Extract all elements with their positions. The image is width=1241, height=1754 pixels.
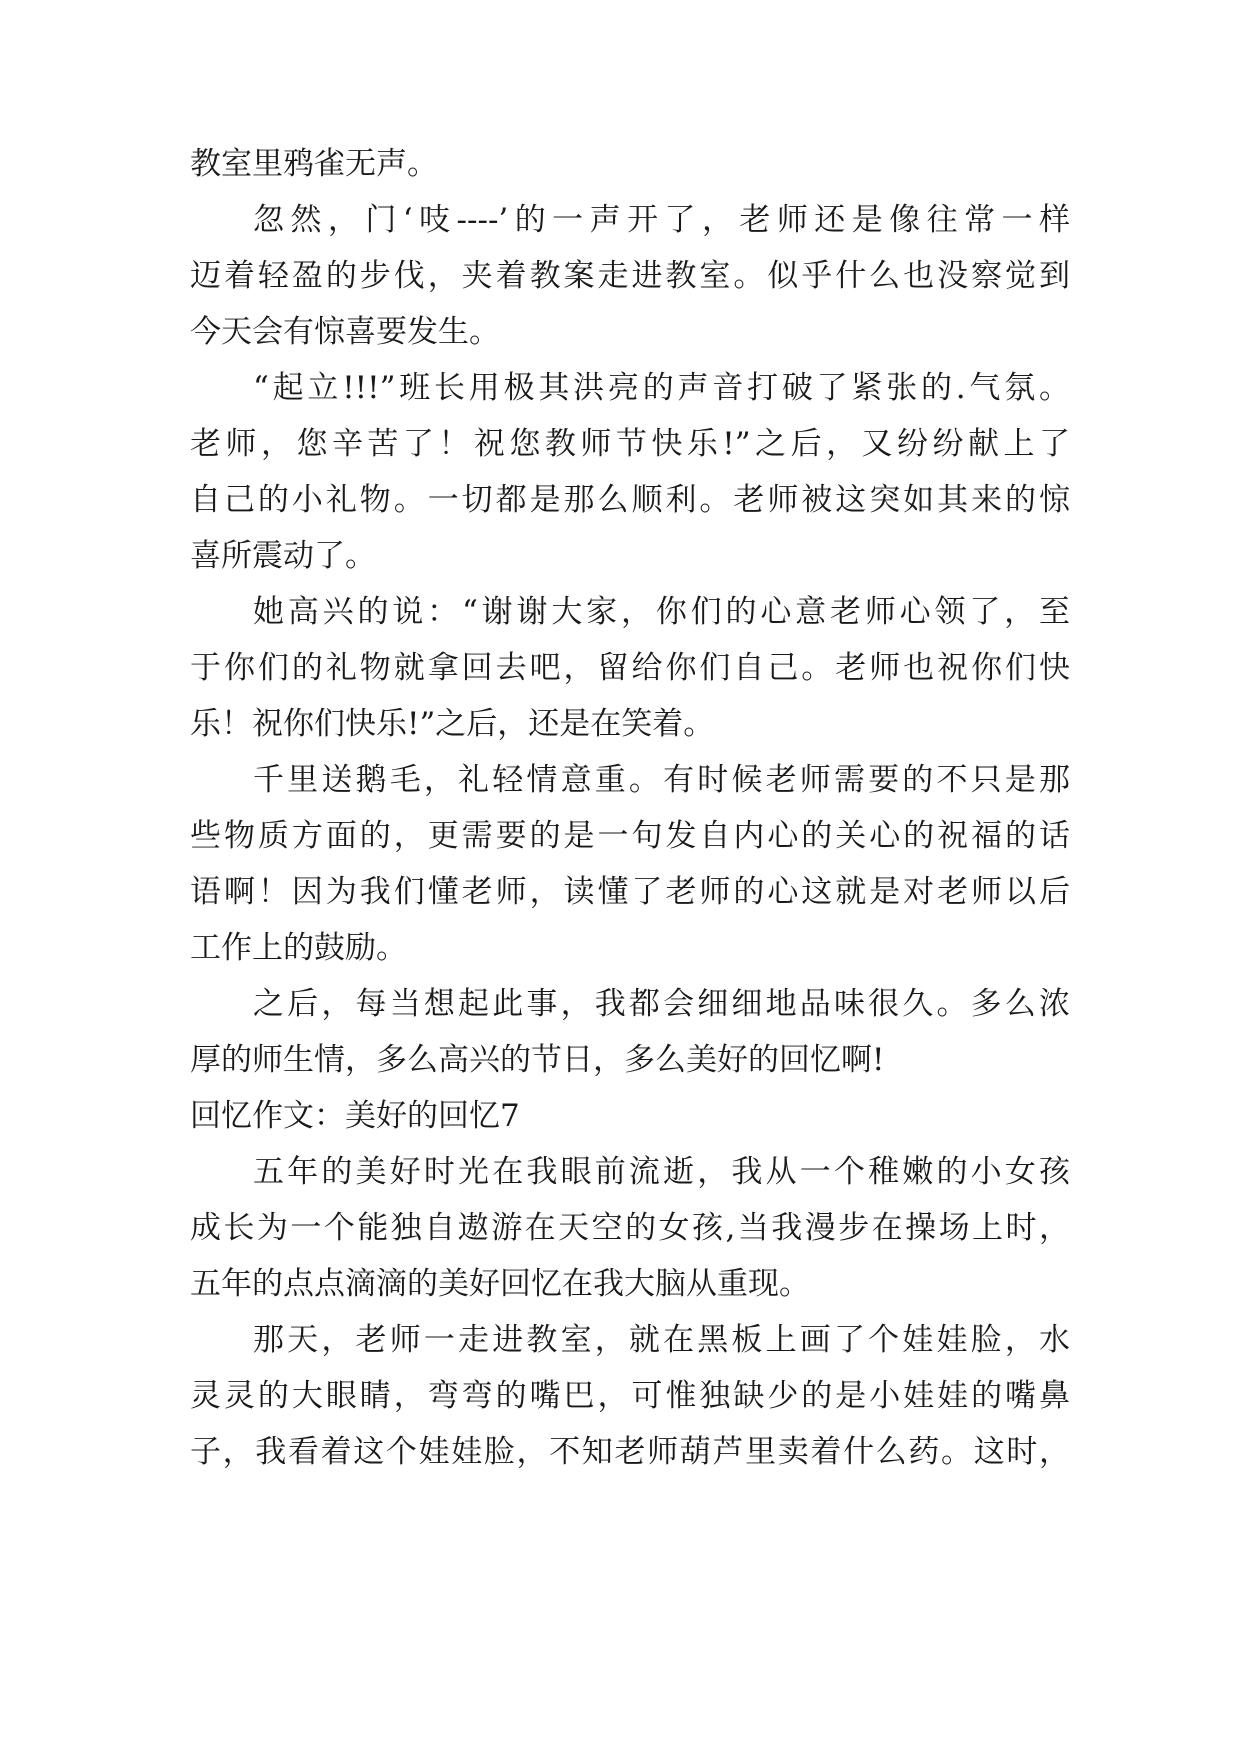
text-line: 成长为一个能独自遨游在天空的女孩,当我漫步在操场上时， [190, 1210, 1070, 1246]
text-line: 教室里鸦雀无声。 [190, 146, 438, 182]
text-line: 千里送鹅毛，礼轻情意重。有时候老师需要的不只是那 [253, 762, 1070, 798]
text-line: “起立!!!”班长用极其洪亮的声音打破了紧张的.气氛。 [253, 370, 1070, 406]
text-line: 之后，每当想起此事，我都会细细地品味很久。多么浓 [253, 986, 1070, 1022]
text-line: 于你们的礼物就拿回去吧，留给你们自己。老师也祝你们快 [190, 650, 1070, 686]
text-line: 灵灵的大眼睛，弯弯的嘴巴，可惟独缺少的是小娃娃的嘴鼻 [190, 1378, 1070, 1414]
text-line: 迈着轻盈的步伐，夹着教案走进教室。似乎什么也没察觉到 [190, 258, 1070, 294]
text-line: 语啊！因为我们懂老师，读懂了老师的心这就是对老师以后 [190, 874, 1070, 910]
text-line: 她高兴的说：“谢谢大家，你们的心意老师心领了，至 [253, 594, 1070, 630]
text-line: 今天会有惊喜要发生。 [190, 314, 500, 350]
text-line: 厚的师生情，多么高兴的节日，多么美好的回忆啊! [190, 1042, 885, 1078]
text-line: 那天，老师一走进教室，就在黑板上画了个娃娃脸，水 [253, 1322, 1070, 1358]
text-line: 五年的美好时光在我眼前流逝，我从一个稚嫩的小女孩 [253, 1154, 1070, 1190]
text-line: 些物质方面的，更需要的是一句发自内心的关心的祝福的话 [190, 818, 1070, 854]
text-line: 乐！祝你们快乐!”之后，还是在笑着。 [190, 706, 715, 742]
text-line: 喜所震动了。 [190, 538, 376, 574]
text-line: 五年的点点滴滴的美好回忆在我大脑从重现。 [190, 1266, 810, 1302]
text-line: 子，我看着这个娃娃脸，不知老师葫芦里卖着什么药。这时， [190, 1434, 1070, 1470]
text-line: 工作上的鼓励。 [190, 930, 407, 966]
text-line: 忽然，门‘吱----’的一声开了，老师还是像往常一样 [253, 202, 1070, 238]
text-line: 老师，您辛苦了！祝您教师节快乐!”之后，又纷纷献上了 [190, 426, 1070, 462]
section-heading: 回忆作文：美好的回忆7 [190, 1098, 520, 1134]
text-line: 自己的小礼物。一切都是那么顺利。老师被这突如其来的惊 [190, 482, 1070, 518]
